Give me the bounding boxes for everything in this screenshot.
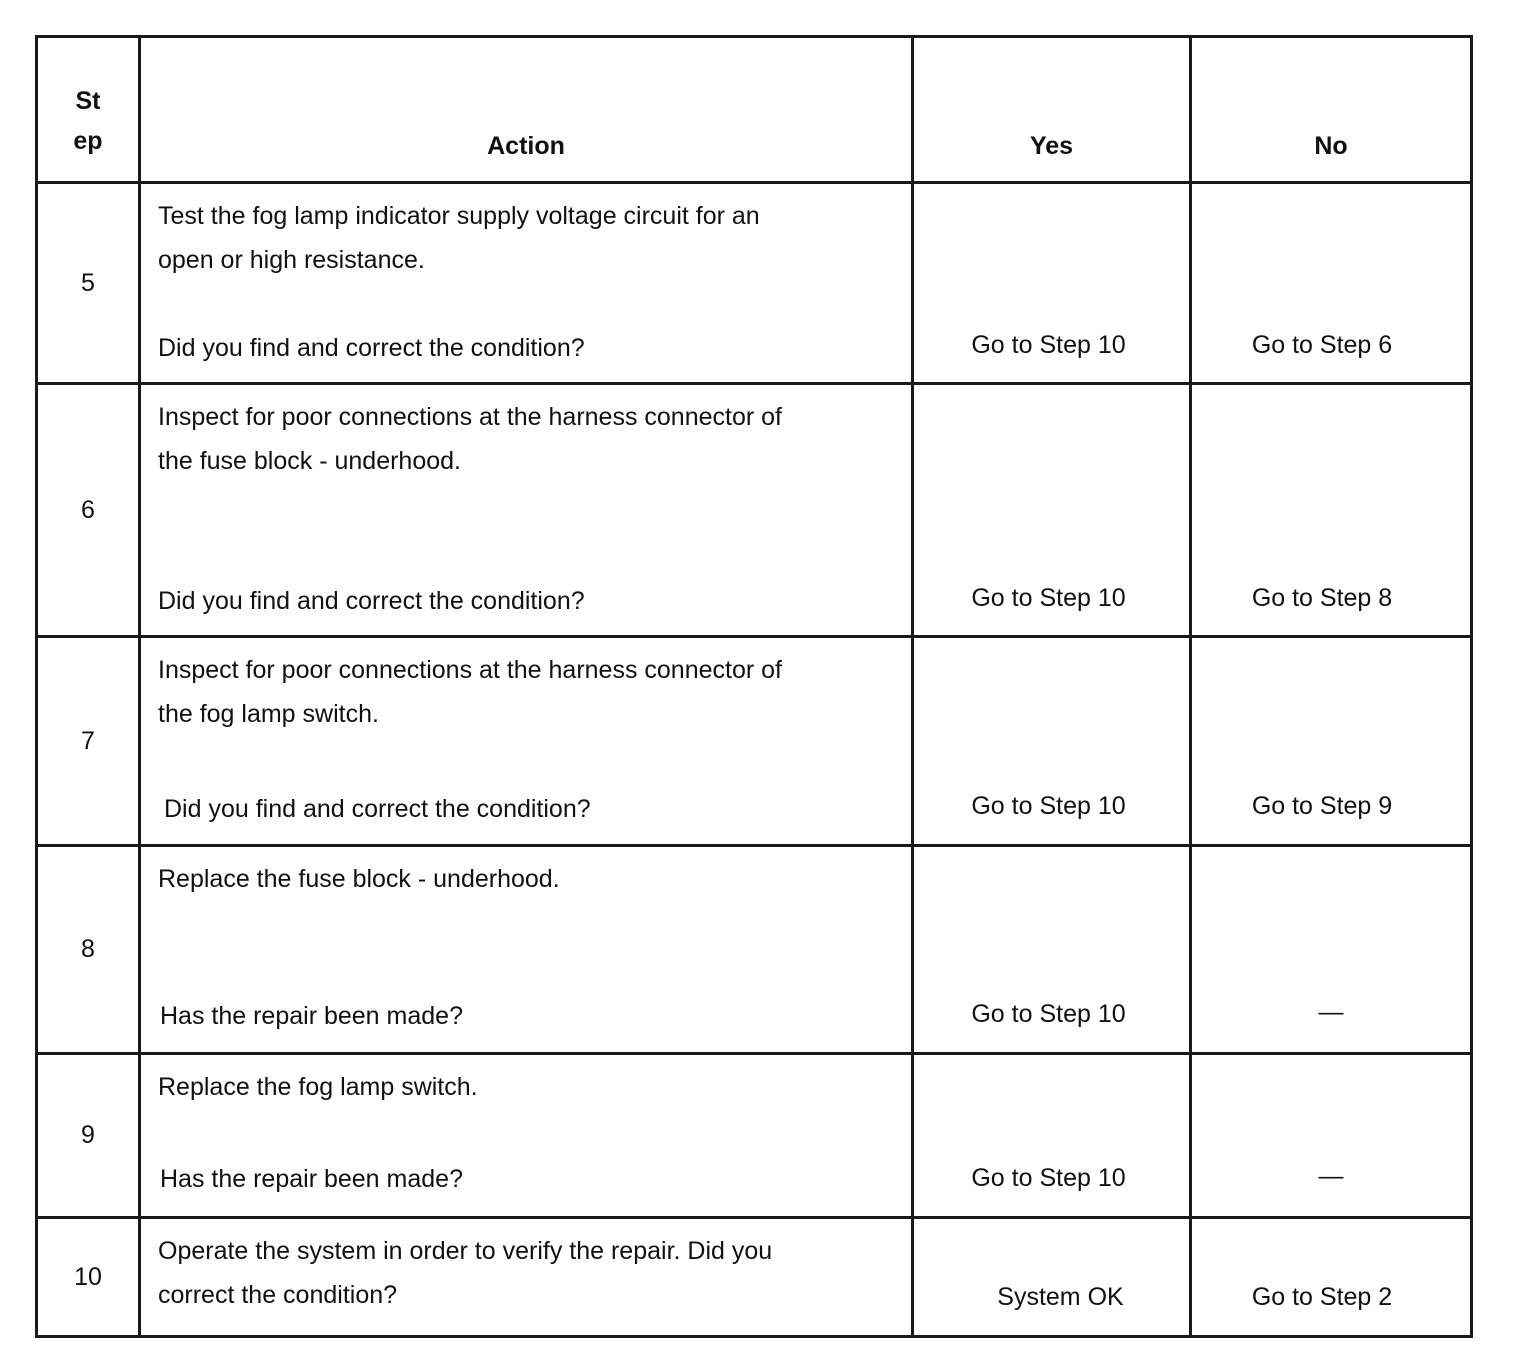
- step-cell: [37, 637, 140, 846]
- header-action: Action: [140, 37, 913, 183]
- table-row: [37, 1218, 1472, 1337]
- step-cell: [37, 846, 140, 1054]
- action-cell: [140, 183, 913, 384]
- action-question: Did you find and correct the condition?: [158, 334, 585, 362]
- action-text: Replace the fog lamp switch.: [158, 1073, 478, 1101]
- step-number: 5: [81, 268, 95, 297]
- yes-result: Go to Step 10: [971, 1164, 1126, 1192]
- action-cell: [140, 1218, 913, 1337]
- step-number: 9: [81, 1121, 95, 1149]
- no-cell: [1191, 1218, 1472, 1337]
- action-cell: [140, 1054, 913, 1218]
- step-cell: [37, 1218, 140, 1337]
- table-row: [37, 1054, 1472, 1218]
- action-question: Has the repair been made?: [160, 1165, 463, 1193]
- step-cell: [37, 1054, 140, 1218]
- yes-cell: [913, 384, 1191, 637]
- action-question: Has the repair been made?: [160, 1002, 463, 1030]
- action-question: Did you find and correct the condition?: [158, 587, 585, 615]
- yes-cell: [913, 183, 1191, 384]
- table-row: [37, 183, 1472, 384]
- step-number: 7: [81, 726, 95, 755]
- step-number: 10: [74, 1262, 102, 1291]
- diagnostic-table: [35, 35, 1473, 1338]
- yes-cell: [913, 846, 1191, 1054]
- table-row: [37, 846, 1472, 1054]
- no-result: —: [1318, 998, 1344, 1026]
- header-yes: Yes: [913, 37, 1191, 183]
- yes-result: Go to Step 10: [971, 792, 1126, 820]
- header-row: [37, 37, 1472, 183]
- no-cell: [1191, 384, 1472, 637]
- no-result: Go to Step 9: [1251, 792, 1393, 820]
- step-number: 6: [81, 495, 95, 524]
- no-result: —: [1318, 1162, 1344, 1190]
- header-step: St ep: [37, 37, 140, 183]
- action-text: Replace the fuse block - underhood.: [158, 865, 560, 893]
- action-cell: [140, 384, 913, 637]
- table-row: [37, 384, 1472, 637]
- no-cell: [1191, 846, 1472, 1054]
- no-cell: [1191, 183, 1472, 384]
- step-cell: [37, 183, 140, 384]
- action-question: Did you find and correct the condition?: [164, 795, 591, 823]
- action-cell: [140, 846, 913, 1054]
- yes-result: System OK: [997, 1283, 1124, 1311]
- action-text: Operate the system in order to verify the repair. Did you correct the condition?: [158, 1237, 773, 1309]
- no-result: Go to Step 2: [1251, 1283, 1393, 1311]
- table-row: [37, 637, 1472, 846]
- yes-result: Go to Step 10: [971, 1000, 1126, 1028]
- yes-result: Go to Step 10: [971, 584, 1126, 612]
- action-text: Inspect for poor connections at the harness connector of the fog lamp switch.: [158, 656, 782, 728]
- no-cell: [1191, 637, 1472, 846]
- yes-cell: [913, 637, 1191, 846]
- header-no: No: [1191, 37, 1472, 183]
- no-result: Go to Step 8: [1251, 584, 1393, 612]
- action-text: Test the fog lamp indicator supply voltage circuit for an open or high resistance.: [158, 202, 760, 274]
- no-result: Go to Step 6: [1251, 331, 1393, 359]
- yes-result: Go to Step 10: [971, 331, 1126, 359]
- step-number: 8: [81, 935, 95, 963]
- no-cell: [1191, 1054, 1472, 1218]
- action-text: Inspect for poor connections at the harness connector of the fuse block - underhood.: [158, 403, 782, 475]
- yes-cell: [913, 1054, 1191, 1218]
- action-cell: [140, 637, 913, 846]
- yes-cell: [913, 1218, 1191, 1337]
- step-cell: [37, 384, 140, 637]
